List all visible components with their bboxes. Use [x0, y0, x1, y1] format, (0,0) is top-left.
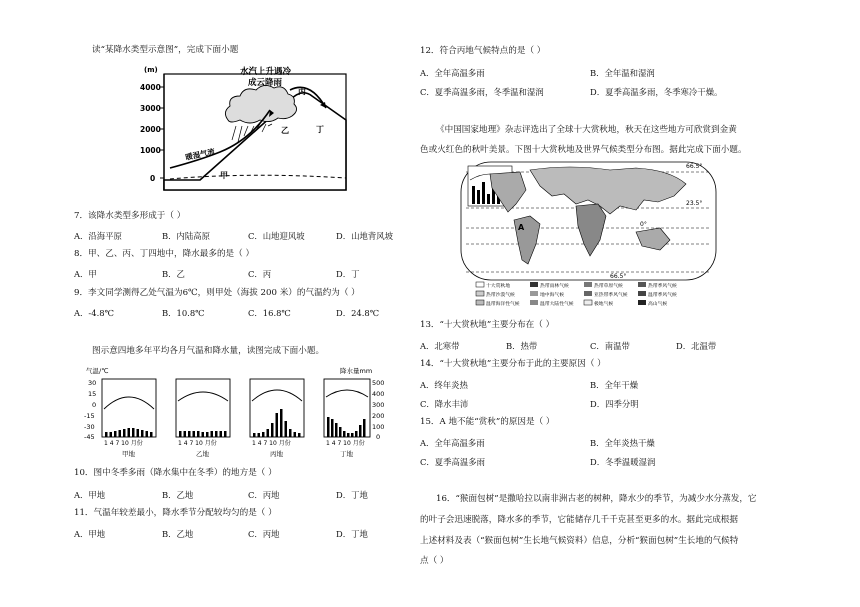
q10-option-b[interactable]: B．乙地	[162, 490, 194, 500]
temp-tick: -30	[84, 423, 95, 431]
q16-line-3: 上述材料及表（“猴面包树”生长地气候资料）信息，分析“猴面包树”生长地的气候特	[420, 536, 739, 546]
q13-stem: 13．“十大赏秋地”主要分布在（ ）	[420, 320, 555, 330]
q10-option-d[interactable]: D．丁地	[336, 490, 368, 500]
q7-stem: 7．该降水类型多形成于（ ）	[74, 211, 186, 221]
q13-option-c[interactable]: C．南温带	[590, 341, 630, 351]
label-bing: 丙	[298, 87, 306, 96]
q13-option-a[interactable]: A．北寒带	[420, 341, 460, 351]
climate-panel-jia	[102, 379, 156, 458]
q14-option-a[interactable]: A．终年炎热	[420, 380, 468, 390]
q8-stem: 8．甲、乙、丙、丁四地中，降水最多的是（ ）	[74, 249, 255, 259]
lat-0: 0°	[640, 221, 647, 228]
q12-option-a[interactable]: A．全年高温多雨	[420, 68, 485, 78]
q9-stem: 9．李文同学测得乙处气温为6℃，则甲处（海拔 200 米）的气温约为（ ）	[74, 288, 360, 298]
legend-item: 十大赏秋地	[486, 284, 510, 289]
y-tick-4000: 4000	[140, 83, 161, 92]
q8-option-d[interactable]: D．丁	[336, 269, 360, 279]
precip-tick: 100	[372, 423, 385, 431]
q12-option-b[interactable]: B．全年温和湿润	[590, 68, 655, 78]
y-tick-0: 0	[150, 174, 156, 183]
legend-item: 地中海气候	[540, 293, 564, 298]
lat-66-5-n: 66.5°	[686, 163, 703, 170]
precip-tick: 200	[372, 412, 385, 420]
q16-line-4: 点（ ）	[420, 556, 449, 566]
legend-item: 温带季风气候	[648, 293, 677, 298]
label-ding: 丁	[316, 125, 324, 134]
intro-autumn-line-1: 《中国国家地理》杂志评选出了全球十大赏秋地，秋天在这些地方可欣赏到金黄	[436, 125, 737, 135]
climate-panel-ding	[324, 379, 370, 458]
x-ticks: 1 4 7 10 月份	[104, 440, 143, 447]
q14-stem: 14．“十大赏秋地”主要分布于此的主要原因（ ）	[420, 359, 606, 369]
q14-option-b[interactable]: B．全年干燥	[590, 380, 639, 390]
label-jia: 甲	[220, 171, 228, 180]
intro-rain-diagram: 读“某降水类型示意图”，完成下面小题	[92, 45, 239, 55]
q9-option-b[interactable]: B．10.8℃	[162, 308, 205, 318]
q8-option-a[interactable]: A．甲	[74, 269, 97, 279]
intro-autumn-line-2: 色或火红色的秋叶美景。下图十大赏秋地及世界气候类型分布图。据此完成下面小题。	[420, 145, 747, 155]
q15-stem: 15．A 地不能“赏秋”的原因是（ ）	[420, 417, 555, 427]
temp-tick: 15	[88, 390, 97, 398]
orographic-rain-diagram	[140, 60, 350, 200]
q10-option-c[interactable]: C．丙地	[248, 490, 280, 500]
q12-stem: 12．符合丙地气候特点的是（ ）	[420, 46, 546, 56]
legend-item: 热带雨林气候	[540, 284, 569, 289]
q14-option-c[interactable]: C．降水丰沛	[420, 399, 469, 409]
q9-option-d[interactable]: D．24.8℃	[336, 308, 380, 318]
legend-item: 温带大陆性气候	[540, 302, 574, 307]
q13-option-d[interactable]: D．北温带	[676, 341, 717, 351]
x-ticks: 1 4 7 10 月份	[252, 440, 291, 447]
legend-item: 热带草原气候	[594, 284, 623, 289]
y-tick-3000: 3000	[140, 104, 161, 113]
q15-option-b[interactable]: B．全年炎热干燥	[590, 438, 655, 448]
q13-option-b[interactable]: B．热带	[506, 341, 538, 351]
panel-name-bing: 丙地	[270, 450, 283, 458]
q15-option-d[interactable]: D．冬季温暖湿润	[590, 457, 656, 467]
q10-option-a[interactable]: A．甲地	[74, 490, 106, 500]
q10-stem: 10．图中冬季多雨（降水集中在冬季）的地方是（ ）	[74, 468, 277, 478]
temp-tick: -15	[84, 412, 95, 420]
legend-item: 高山气候	[648, 302, 668, 307]
q8-option-c[interactable]: C．丙	[248, 269, 272, 279]
q9-option-a[interactable]: A．-4.8℃	[74, 308, 114, 318]
q11-option-c[interactable]: C．丙地	[248, 529, 280, 539]
panel-name-yi: 乙地	[196, 450, 209, 458]
temp-tick: 0	[92, 401, 97, 409]
intro-climate-charts: 图示意四地多年平均各月气温和降水量，读图完成下面小题。	[92, 346, 325, 356]
panel-name-ding: 丁地	[340, 450, 353, 458]
temp-tick: 30	[88, 379, 97, 387]
point-a-label: A	[518, 223, 525, 232]
precip-tick: 500	[372, 379, 385, 387]
precip-tick: 400	[372, 390, 385, 398]
x-ticks: 1 4 7 10 月份	[326, 440, 365, 447]
q7-option-c[interactable]: C．山地迎风坡	[248, 231, 305, 241]
q9-option-c[interactable]: C．16.8℃	[248, 308, 291, 318]
y-tick-1000: 1000	[140, 146, 161, 155]
q11-option-a[interactable]: A．甲地	[74, 529, 106, 539]
lat-23-5-n: 23.5°	[686, 200, 703, 207]
legend-item: 热带季风气候	[648, 284, 677, 289]
panel-name-jia: 甲地	[122, 450, 135, 458]
four-climate-charts	[82, 365, 392, 460]
q7-option-d[interactable]: D．山地背风坡	[336, 231, 393, 241]
precip-tick: 0	[376, 433, 381, 441]
warm-moist-airflow-label: 暖湿气流	[184, 146, 216, 162]
q14-option-d[interactable]: D．四季分明	[590, 399, 639, 409]
legend-item: 亚热带季风气候	[594, 293, 628, 298]
label-yi: 乙	[281, 126, 289, 135]
title-line-1: 水汽上升遇冷	[240, 67, 292, 77]
q11-stem: 11．气温年较差最小，降水季节分配较均匀的是（ ）	[74, 508, 277, 518]
y-tick-2000: 2000	[140, 125, 161, 134]
climate-panel-bing	[250, 379, 304, 458]
q11-option-b[interactable]: B．乙地	[162, 529, 194, 539]
q16-line-2: 的叶子会迅速脱落，降水多的季节，它能储存几千千克甚至更多的水。据此完成根据	[420, 515, 738, 525]
world-climate-map	[460, 160, 720, 310]
q12-option-d[interactable]: D．夏季高温多雨，冬季寒冷干燥。	[590, 87, 723, 97]
precip-tick: 300	[372, 401, 385, 409]
q12-option-c[interactable]: C．夏季高温多雨，冬季温和湿润	[420, 87, 544, 97]
map-legend	[476, 282, 677, 307]
title-line-2: 成云降雨	[248, 78, 283, 88]
diagram-unit: (m)	[144, 66, 158, 74]
q15-option-c[interactable]: C．夏季高温多雨	[420, 457, 486, 467]
legend-item: 热带沙漠气候	[486, 293, 515, 298]
climate-panel-yi	[176, 379, 230, 458]
q16-line-1: 16．“猴面包树”是撒哈拉以南非洲古老的树种，降水少的季节，为减少水分蒸发，它	[436, 494, 757, 504]
temp-tick: -45	[84, 433, 95, 441]
precip-axis-label: 降水量mm	[340, 367, 373, 375]
lat-66-5-s: 66.5°	[610, 273, 627, 280]
q15-option-a[interactable]: A．全年高温多雨	[420, 438, 485, 448]
q8-option-b[interactable]: B．乙	[162, 269, 185, 279]
legend-item: 温带海洋性气候	[486, 302, 520, 307]
x-ticks: 1 4 7 10 月份	[178, 440, 217, 447]
q7-option-b[interactable]: B．内陆高原	[162, 231, 211, 241]
temp-axis-label: 气温/℃	[86, 367, 109, 375]
legend-item: 极地气候	[594, 302, 614, 307]
q7-option-a[interactable]: A．沿海平原	[74, 231, 122, 241]
q11-option-d[interactable]: D．丁地	[336, 529, 368, 539]
